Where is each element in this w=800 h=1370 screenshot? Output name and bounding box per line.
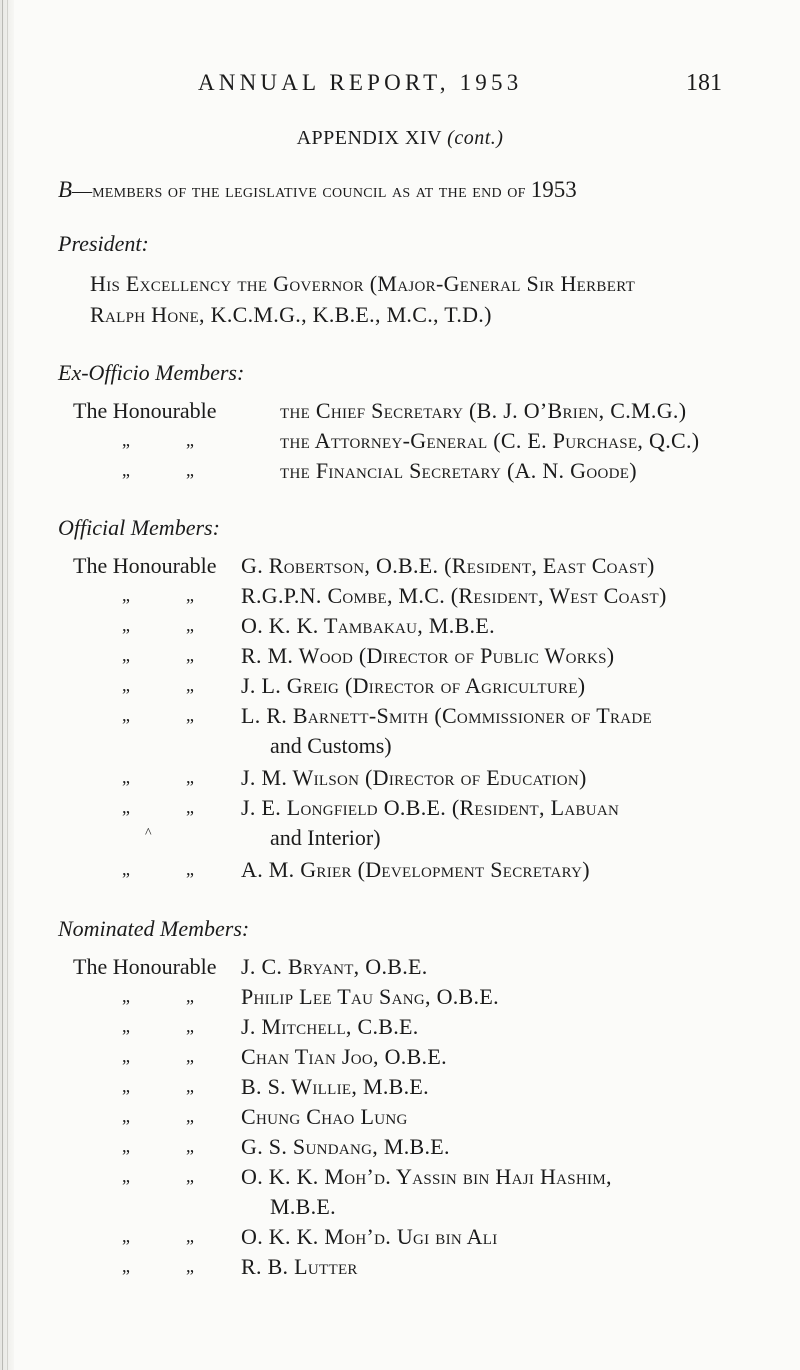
nominated-member-continued: M.B.E. xyxy=(270,1194,336,1219)
ditto-mark: „ xyxy=(186,1226,194,1246)
nominated-member: Philip Lee Tau Sang, O.B.E. xyxy=(241,984,499,1009)
ditto-mark: „ xyxy=(122,645,130,665)
ditto-mark: „ xyxy=(186,1076,194,1096)
section-year: 1953 xyxy=(530,177,577,202)
official-prefix: The Honourable xyxy=(73,553,217,578)
ditto-mark: „ xyxy=(186,1256,194,1276)
page-binding-line xyxy=(7,0,8,1370)
official-member: J. E. Longfield O.B.E. (Resident, Labuan xyxy=(241,795,620,820)
ditto-mark: „ xyxy=(186,1046,194,1066)
page-number: 181 xyxy=(686,70,722,96)
ditto-mark: „ xyxy=(122,797,130,817)
ditto-mark: „ xyxy=(186,430,194,450)
official-member: G. Robertson, O.B.E. (Resident, East Coast) xyxy=(241,553,655,578)
official-member: R.G.P.N. Combe, M.C. (Resident, West Coast) xyxy=(241,583,667,608)
ditto-mark: „ xyxy=(122,675,130,695)
page-binding-line xyxy=(2,0,3,1370)
ditto-mark: „ xyxy=(122,767,130,787)
nominated-member: Chung Chao Lung xyxy=(241,1104,408,1129)
ditto-mark: „ xyxy=(122,615,130,635)
ditto-mark: „ xyxy=(122,1016,130,1036)
nominated-member: J. Mitchell, C.B.E. xyxy=(241,1014,419,1039)
ditto-mark: „ xyxy=(186,675,194,695)
appendix-title xyxy=(0,127,800,150)
ditto-mark: „ xyxy=(186,1106,194,1126)
nominated-member: J. C. Bryant, O.B.E. xyxy=(241,954,428,979)
president-line-1: His Excellency the Governor (Major-General Sir Herbert xyxy=(90,271,636,296)
ditto-mark: „ xyxy=(122,1046,130,1066)
ditto-mark: „ xyxy=(186,585,194,605)
official-heading: Official Members: xyxy=(58,515,220,540)
ditto-mark: „ xyxy=(186,859,194,879)
ex-officio-prefix: The Honourable xyxy=(73,398,217,423)
ditto-mark: „ xyxy=(186,986,194,1006)
nominated-heading: Nominated Members: xyxy=(58,916,250,941)
ditto-mark: „ xyxy=(186,1016,194,1036)
ditto-mark: „ xyxy=(122,705,130,725)
ditto-mark: „ xyxy=(186,1166,194,1186)
nominated-member: G. S. Sundang, M.B.E. xyxy=(241,1134,450,1159)
ditto-mark: „ xyxy=(122,1136,130,1156)
appendix-main: APPENDIX XIV xyxy=(296,127,442,149)
section-title xyxy=(58,177,577,203)
ditto-mark: „ xyxy=(122,859,130,879)
ditto-mark: „ xyxy=(122,1106,130,1126)
president-heading: President: xyxy=(58,231,149,256)
ditto-mark: „ xyxy=(122,1076,130,1096)
official-member: O. K. K. Tambakau, M.B.E. xyxy=(241,613,495,638)
section-title-text: members of the legislative council as at the end of xyxy=(92,180,526,202)
section-letter: B xyxy=(58,177,73,202)
ex-officio-member: the Financial Secretary (A. N. Goode) xyxy=(280,458,637,483)
ditto-mark: „ xyxy=(122,430,130,450)
running-header xyxy=(0,70,800,104)
ditto-mark: „ xyxy=(186,705,194,725)
official-member: A. M. Grier (Development Secretary) xyxy=(241,857,590,882)
official-member-continued: and Customs) xyxy=(270,733,392,758)
official-member: L. R. Barnett-Smith (Commissioner of Trade xyxy=(241,703,652,728)
ditto-mark: „ xyxy=(186,615,194,635)
ex-officio-member: the Chief Secretary (B. J. O’Brien, C.M.G.) xyxy=(280,398,687,423)
nominated-member: B. S. Willie, M.B.E. xyxy=(241,1074,429,1099)
ditto-mark: „ xyxy=(186,767,194,787)
ditto-mark: „ xyxy=(186,1136,194,1156)
ditto-mark: „ xyxy=(122,585,130,605)
section-dash: — xyxy=(72,180,93,202)
ditto-mark: „ xyxy=(122,1226,130,1246)
official-member: R. M. Wood (Director of Public Works) xyxy=(241,643,615,668)
ditto-mark: „ xyxy=(122,460,130,480)
official-member-continued: and Interior) xyxy=(270,825,381,850)
ditto-mark: „ xyxy=(122,1166,130,1186)
president-line-2: Ralph Hone, K.C.M.G., K.B.E., M.C., T.D.) xyxy=(90,302,492,327)
caret-mark: ^ xyxy=(145,826,152,841)
nominated-member: O. K. K. Moh’d. Ugi bin Ali xyxy=(241,1224,498,1249)
ex-officio-member: the Attorney-General (C. E. Purchase, Q.C.) xyxy=(280,428,700,453)
report-title: ANNUAL REPORT, 1953 xyxy=(198,70,523,95)
ditto-mark: „ xyxy=(122,1256,130,1276)
nominated-member: O. K. K. Moh’d. Yassin bin Haji Hashim, xyxy=(241,1164,612,1189)
official-member: J. L. Greig (Director of Agriculture) xyxy=(241,673,586,698)
nominated-member: Chan Tian Joo, O.B.E. xyxy=(241,1044,447,1069)
ditto-mark: „ xyxy=(122,986,130,1006)
ditto-mark: „ xyxy=(186,797,194,817)
appendix-cont: (cont.) xyxy=(447,127,504,149)
official-member: J. M. Wilson (Director of Education) xyxy=(241,765,587,790)
ditto-mark: „ xyxy=(186,460,194,480)
ex-officio-heading: Ex-Officio Members: xyxy=(58,360,245,385)
ditto-mark: „ xyxy=(186,645,194,665)
nominated-prefix: The Honourable xyxy=(73,954,217,979)
nominated-member: R. B. Lutter xyxy=(241,1254,358,1279)
